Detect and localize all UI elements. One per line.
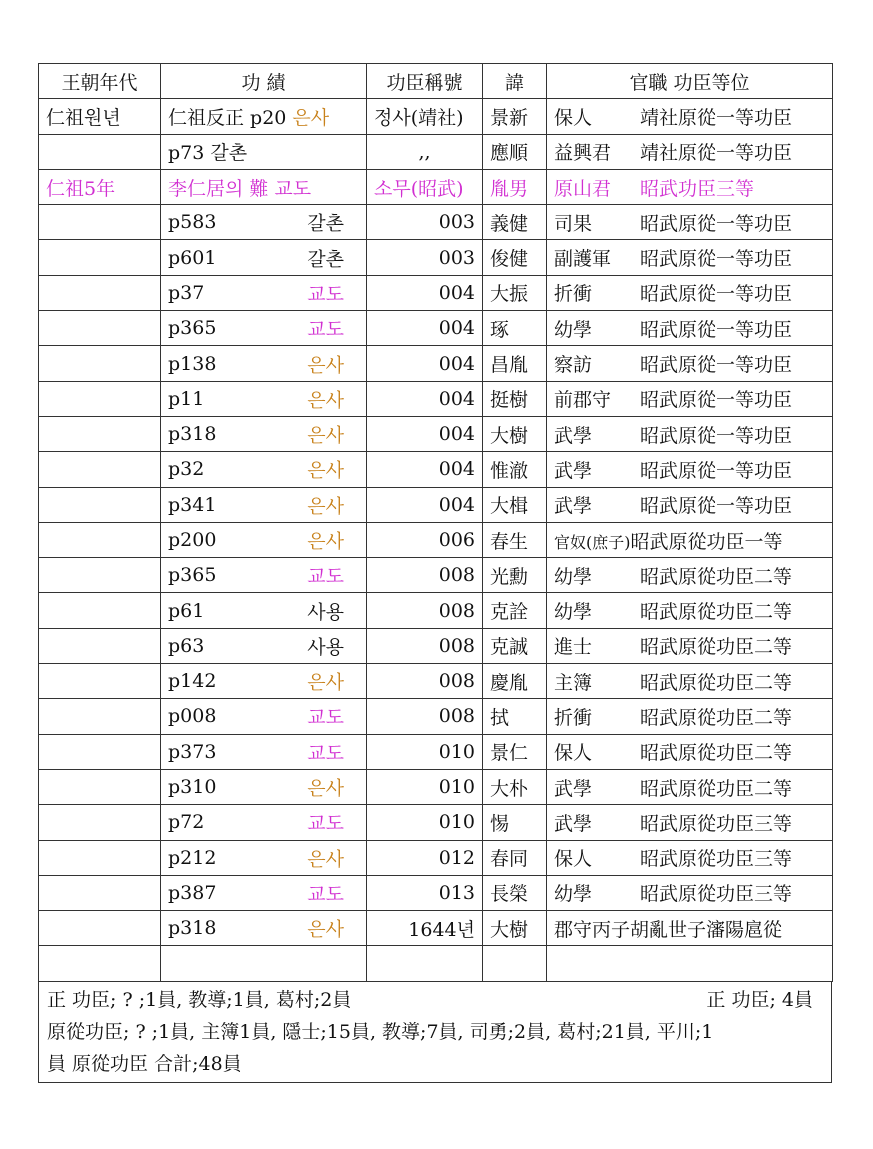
merit-cell (161, 769, 367, 804)
merit-page: 李仁居의 難 (168, 177, 269, 200)
merit-page: p72 (168, 811, 205, 834)
rank-cell (547, 769, 833, 804)
summary-footer (38, 982, 832, 1083)
merit-source: 교도 (274, 177, 312, 200)
table-row (39, 205, 833, 240)
title-cell: 004 (367, 311, 483, 346)
table-row (39, 381, 833, 416)
header-merit: 功 績 (161, 64, 367, 99)
rank-cell (547, 699, 833, 734)
merit-source: 은사 (307, 495, 344, 518)
merit-cell (161, 664, 367, 699)
position-label: 司果 (554, 212, 593, 235)
position-label: 保人 (554, 106, 593, 129)
table-row (39, 840, 833, 875)
table-row (39, 487, 833, 522)
merit-rank-label: 昭武原從功臣三等 (640, 812, 793, 835)
merit-source: 교도 (307, 883, 344, 906)
merit-rank-label: 昭武原從功臣三等 (640, 848, 793, 871)
name-cell: 胤男 (483, 169, 547, 204)
table-row (39, 311, 833, 346)
position-label: 原山君 (554, 177, 612, 200)
table-row (39, 593, 833, 628)
merit-source: 교도 (307, 706, 344, 729)
rank-cell (547, 487, 833, 522)
position-label: 武學 (554, 812, 593, 835)
name-cell: 琢 (483, 311, 547, 346)
header-name: 諱 (483, 64, 547, 99)
merit-rank-label: 昭武原從一等功臣 (640, 495, 793, 518)
position-label: 察訪 (554, 354, 593, 377)
name-cell: 大朴 (483, 769, 547, 804)
era-cell (39, 346, 161, 381)
era-cell (39, 875, 161, 910)
name-cell: 俊健 (483, 240, 547, 275)
summary-line-3: 員 原從功臣 合計;48員 (47, 1052, 242, 1075)
title-cell: 004 (367, 381, 483, 416)
name-cell: 克誠 (483, 628, 547, 663)
rank-cell (547, 805, 833, 840)
rank-cell (547, 840, 833, 875)
name-cell: 大楫 (483, 487, 547, 522)
merit-rank-label: 昭武原從一等功臣 (640, 283, 793, 306)
rank-cell (547, 911, 833, 946)
title-cell: 003 (367, 240, 483, 275)
merit-source: 은사 (307, 424, 344, 447)
merit-rank-label: 昭武功臣三等 (640, 177, 755, 200)
era-cell (39, 805, 161, 840)
name-cell: 應順 (483, 134, 547, 169)
era-cell (39, 699, 161, 734)
title-cell: 004 (367, 275, 483, 310)
rank-cell (547, 593, 833, 628)
name-cell: 大樹 (483, 416, 547, 451)
rank-cell (547, 522, 833, 557)
merit-source: 은사 (307, 671, 344, 694)
era-cell (39, 946, 161, 981)
name-cell: 義健 (483, 205, 547, 240)
table-row (39, 452, 833, 487)
era-cell (39, 593, 161, 628)
era-cell: 仁祖원년 (39, 99, 161, 134)
rank-cell (547, 946, 833, 981)
rank-cell (547, 628, 833, 663)
merit-page: p11 (168, 387, 205, 410)
position-label: 前郡守 (554, 389, 612, 412)
merit-page: p008 (168, 705, 217, 728)
merit-source: 은사 (307, 459, 344, 482)
summary-main-merit: 正 功臣; ? ;1員, 教導;1員, 葛村;2員 (47, 988, 352, 1011)
merit-source: 교도 (307, 318, 344, 341)
merit-cell (161, 805, 367, 840)
position-label: 官奴(庶子) (554, 532, 631, 552)
merit-cell (161, 205, 367, 240)
merit-rank-label: 昭武原從一等功臣 (640, 459, 793, 482)
title-cell: 013 (367, 875, 483, 910)
rank-cell (547, 346, 833, 381)
merit-page: p32 (168, 458, 205, 481)
era-cell (39, 628, 161, 663)
title-cell: 008 (367, 699, 483, 734)
rank-cell (547, 205, 833, 240)
merit-page: p138 (168, 352, 217, 375)
era-cell (39, 275, 161, 310)
merit-subject-table (38, 63, 833, 982)
title-cell: 012 (367, 840, 483, 875)
merit-cell (161, 522, 367, 557)
merit-rank-label: 昭武原從一等功臣 (640, 318, 793, 341)
merit-rank-label: 昭武原從功臣二等 (640, 601, 793, 624)
rank-cell (547, 558, 833, 593)
title-cell: 소무(昭武) (367, 169, 483, 204)
merit-source: 교도 (307, 565, 344, 588)
table-row (39, 558, 833, 593)
name-cell: 惟澈 (483, 452, 547, 487)
merit-rank-label: 昭武原從一等功臣 (640, 354, 793, 377)
merit-cell (161, 946, 367, 981)
header-rank: 官職 功臣等位 (547, 64, 833, 99)
merit-page: p365 (168, 317, 217, 340)
position-label: 幼學 (554, 883, 593, 906)
position-label: 武學 (554, 459, 593, 482)
merit-cell (161, 240, 367, 275)
position-label: 副護軍 (554, 248, 612, 271)
merit-page: p37 (168, 281, 205, 304)
table-row (39, 275, 833, 310)
era-cell (39, 311, 161, 346)
merit-page: p212 (168, 846, 217, 869)
title-cell: 008 (367, 628, 483, 663)
rank-cell (547, 452, 833, 487)
merit-rank-label: 昭武原從功臣三等 (640, 883, 793, 906)
table-row (39, 875, 833, 910)
table-row (39, 911, 833, 946)
merit-cell (161, 628, 367, 663)
header-title: 功臣稱號 (367, 64, 483, 99)
name-cell: 昌胤 (483, 346, 547, 381)
title-cell: 004 (367, 346, 483, 381)
era-cell (39, 769, 161, 804)
summary-line-1 (47, 984, 831, 1016)
merit-rank-label: 昭武原從功臣二等 (640, 777, 793, 800)
merit-page: p63 (168, 634, 205, 657)
table-body (39, 99, 833, 981)
title-cell: 008 (367, 558, 483, 593)
merit-rank-label: 昭武原從功臣二等 (640, 671, 793, 694)
summary-main-total: 正 功臣; 4員 (706, 988, 813, 1011)
merit-cell (161, 99, 367, 134)
title-cell (367, 946, 483, 981)
title-cell: 003 (367, 205, 483, 240)
era-cell (39, 134, 161, 169)
title-cell: 010 (367, 805, 483, 840)
merit-page: p387 (168, 881, 217, 904)
merit-subject-table-sheet (38, 63, 832, 1083)
merit-source: 갈촌 (307, 248, 344, 271)
era-cell (39, 487, 161, 522)
merit-cell (161, 487, 367, 522)
merit-rank-label: 昭武原從一等功臣 (640, 248, 793, 271)
merit-source: 교도 (307, 283, 344, 306)
rank-cell (547, 664, 833, 699)
position-label: 折衝 (554, 283, 593, 306)
merit-source: 사용 (307, 636, 344, 659)
table-row (39, 522, 833, 557)
era-cell (39, 840, 161, 875)
title-cell: 010 (367, 734, 483, 769)
merit-rank-label: 昭武原從一等功臣 (640, 389, 793, 412)
position-label: 幼學 (554, 318, 593, 341)
merit-page: p73 (168, 142, 205, 165)
position-label: 保人 (554, 848, 593, 871)
table-row (39, 99, 833, 134)
merit-rank-label: 昭武原從功臣二等 (640, 706, 793, 729)
merit-page: p318 (168, 423, 217, 446)
title-cell: 004 (367, 487, 483, 522)
table-row (39, 134, 833, 169)
name-cell: 慶胤 (483, 664, 547, 699)
table-row (39, 769, 833, 804)
title-cell: 008 (367, 664, 483, 699)
merit-cell (161, 875, 367, 910)
merit-source: 사용 (307, 601, 344, 624)
header-era: 王朝年代 (39, 64, 161, 99)
rank-cell (547, 416, 833, 451)
merit-rank-label: 靖社原從一等功臣 (640, 106, 793, 129)
era-cell (39, 522, 161, 557)
merit-source: 은사 (307, 777, 344, 800)
name-cell: 大樹 (483, 911, 547, 946)
merit-cell (161, 593, 367, 628)
merit-page: p341 (168, 493, 217, 516)
table-row (39, 240, 833, 275)
merit-source: 은사 (307, 918, 344, 941)
merit-source: 은사 (307, 530, 344, 553)
name-cell: 景新 (483, 99, 547, 134)
merit-page: 仁祖反正 p20 (168, 106, 287, 129)
title-cell: 004 (367, 416, 483, 451)
rank-cell (547, 734, 833, 769)
merit-page: p601 (168, 246, 217, 269)
position-label: 進士 (554, 636, 593, 659)
merit-page: p583 (168, 211, 217, 234)
merit-rank-label: 靖社原從一等功臣 (640, 142, 793, 165)
merit-source: 갈촌 (307, 212, 344, 235)
rank-cell (547, 875, 833, 910)
position-label: 武學 (554, 424, 593, 447)
summary-line-2: 原從功臣; ? ;1員, 主簿1員, 隱士;15員, 教導;7員, 司勇;2員, 葛村;21員, 平川;1 (47, 1020, 714, 1043)
title-cell: 008 (367, 593, 483, 628)
merit-rank-label: 昭武原從功臣二等 (640, 742, 793, 765)
table-row (39, 946, 833, 981)
name-cell: 大振 (483, 275, 547, 310)
merit-source: 은사 (292, 106, 330, 129)
merit-source: 은사 (307, 389, 344, 412)
position-label: 武學 (554, 777, 593, 800)
rank-cell (547, 99, 833, 134)
era-cell (39, 911, 161, 946)
merit-cell (161, 699, 367, 734)
name-cell: 拭 (483, 699, 547, 734)
table-row (39, 699, 833, 734)
title-cell: 006 (367, 522, 483, 557)
merit-rank-label: 昭武原從功臣一等 (630, 530, 783, 553)
merit-page: p310 (168, 776, 217, 799)
era-cell (39, 558, 161, 593)
table-row (39, 734, 833, 769)
merit-rank-label: 昭武原從功臣二等 (640, 636, 793, 659)
merit-page: p61 (168, 599, 205, 622)
header-row (39, 64, 833, 99)
name-cell: 長榮 (483, 875, 547, 910)
position-label: 主簿 (554, 671, 593, 694)
rank-cell (547, 240, 833, 275)
name-cell: 景仁 (483, 734, 547, 769)
name-cell (483, 946, 547, 981)
merit-cell (161, 346, 367, 381)
merit-page: p318 (168, 917, 217, 940)
table-row (39, 169, 833, 204)
merit-cell (161, 911, 367, 946)
era-cell: 仁祖5年 (39, 169, 161, 204)
rank-cell (547, 311, 833, 346)
merit-source: 교도 (307, 742, 344, 765)
rank-cell (547, 381, 833, 416)
merit-cell (161, 734, 367, 769)
merit-page: p365 (168, 564, 217, 587)
era-cell (39, 734, 161, 769)
name-cell: 春生 (483, 522, 547, 557)
merit-cell (161, 169, 367, 204)
era-cell (39, 205, 161, 240)
merit-cell (161, 311, 367, 346)
position-label: 幼學 (554, 601, 593, 624)
merit-cell (161, 416, 367, 451)
table-row (39, 628, 833, 663)
merit-rank-label: 昭武原從一等功臣 (640, 212, 793, 235)
merit-cell (161, 134, 367, 169)
merit-cell (161, 558, 367, 593)
name-cell: 惕 (483, 805, 547, 840)
merit-cell (161, 381, 367, 416)
name-cell: 挺樹 (483, 381, 547, 416)
merit-rank-label: 昭武原從功臣二等 (640, 565, 793, 588)
merit-cell (161, 275, 367, 310)
rank-cell (547, 169, 833, 204)
title-cell: 정사(靖社) (367, 99, 483, 134)
position-label: 益興君 (554, 142, 612, 165)
table-row (39, 346, 833, 381)
merit-page: p200 (168, 529, 217, 551)
table-row (39, 664, 833, 699)
merit-page: p373 (168, 740, 217, 763)
position-label: 保人 (554, 742, 593, 765)
title-cell: 010 (367, 769, 483, 804)
merit-source: 갈촌 (210, 142, 248, 165)
table-row (39, 416, 833, 451)
title-cell: 1644년 (367, 911, 483, 946)
position-label: 幼學 (554, 565, 593, 588)
era-cell (39, 416, 161, 451)
merit-source: 은사 (307, 354, 344, 377)
title-cell: 004 (367, 452, 483, 487)
name-cell: 克詮 (483, 593, 547, 628)
era-cell (39, 381, 161, 416)
rank-cell (547, 134, 833, 169)
era-cell (39, 452, 161, 487)
name-cell: 春同 (483, 840, 547, 875)
table-row (39, 805, 833, 840)
merit-cell (161, 452, 367, 487)
position-label: 郡守丙子胡亂世子瀋陽扈從 (554, 918, 783, 941)
merit-page: p142 (168, 670, 217, 693)
merit-source: 교도 (307, 812, 344, 835)
merit-source: 은사 (307, 848, 344, 871)
era-cell (39, 664, 161, 699)
rank-cell (547, 275, 833, 310)
title-cell: ,, (367, 134, 483, 169)
position-label: 武學 (554, 495, 593, 518)
era-cell (39, 240, 161, 275)
name-cell: 光勳 (483, 558, 547, 593)
merit-cell (161, 840, 367, 875)
position-label: 折衝 (554, 706, 593, 729)
merit-rank-label: 昭武原從一等功臣 (640, 424, 793, 447)
